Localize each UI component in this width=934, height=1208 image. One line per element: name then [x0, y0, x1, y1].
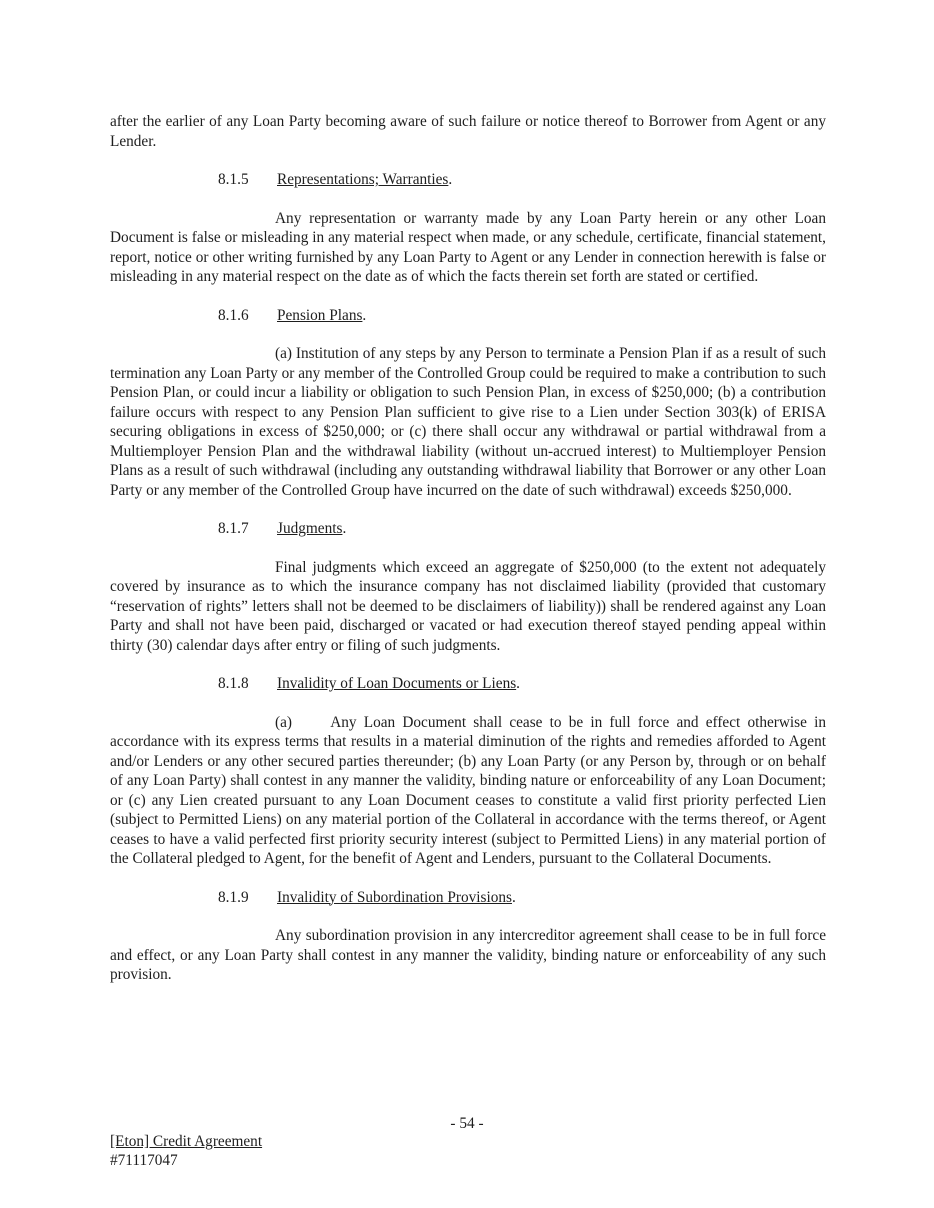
- section-paragraph: (a) Any Loan Document shall cease to be in full force and effect otherwise in accordance with its express terms that results in a material diminution of the rights and remedies afforded to Agent and/or Lenders or any other secured parties thereunder; (b) any Loan Party (or any Person by, through or on behalf of any Loan Party) shall contest in any manner the validity, binding nature or enforceability of any Loan Document; or (c) any Lien created pursuant to any Loan Document ceases to constitute a valid first priority perfected Lien (subject to Permitted Liens) on any material portion of the Collateral in accordance with the terms thereof, or Agent ceases to have a valid perfected first priority security interest (subject to Permitted Liens) in any material portion of the Collateral pledged to Agent, for the benefit of Agent and Lenders, pursuant to the Collateral Documents.: [110, 713, 826, 867]
- section-title-period: .: [511, 888, 516, 906]
- footer-doc-title: [Eton] Credit Agreement: [110, 1133, 263, 1150]
- section-paragraph: (a) Institution of any steps by any Person to terminate a Pension Plan if as a result of such termination any Loan Party or any member of the Controlled Group could be required to make a contribution to such Pension Plan, or could incur a liability or obligation to such Pension Plan, in excess of $250,000; (b) a contribution failure occurs with respect to any Pension Plan sufficient to give rise to a Lien under Section 303(k) of ERISA securing obligations in excess of $250,000; or (c) there shall occur any withdrawal or partial withdrawal from a Multiemployer Pension Plan and the withdrawal liability (without un-accrued interest) to Multiemployer Pension Plans as a result of such withdrawal (including any outstanding withdrawal liability that Borrower or any other Loan Party or any member of the Controlled Group have incurred on the date of such withdrawal) exceeds $250,000.: [110, 345, 826, 499]
- section: [110, 170, 826, 287]
- section-paragraph: Any representation or warranty made by any Loan Party herein or any other Loan Document is false or misleading in any material respect when made, or any schedule, certificate, financial statement, report, notice or other writing furnished by any Loan Party to Agent or any Lender in connection herewith is false or misleading in any material respect on the date as of which the facts therein set forth are stated or certified.: [110, 209, 826, 285]
- section: [110, 306, 826, 501]
- section-heading: [218, 519, 826, 539]
- section-heading: [218, 888, 826, 908]
- section-title-period: .: [516, 675, 520, 692]
- section-title: Invalidity of Subordination Provisions: [277, 888, 512, 906]
- section-paragraph: Final judgments which exceed an aggregate of $250,000 (to the extent not adequately covered by insurance as to which the insurance company has not disclaimed liability (provided that customary “reservation of rights” letters shall not be deemed to be disclaimers of liability)) shall be rendered against any Loan Party and shall not have been paid, discharged or vacated or had execution thereof stayed pending appeal within thirty (30) calendar days after entry or filing of such judgments.: [110, 558, 826, 654]
- section-heading: [218, 674, 826, 694]
- section: [110, 519, 826, 655]
- section: [110, 888, 826, 985]
- continuation-paragraph: after the earlier of any Loan Party becoming aware of such failure or notice thereof to Borrower from Agent or any Lender.: [110, 113, 826, 150]
- section-title: Representations; Warranties: [277, 171, 449, 188]
- section-heading: [218, 170, 826, 190]
- page-content: [110, 112, 826, 1004]
- section-number: 8.1.5: [218, 171, 249, 188]
- section-heading: [218, 306, 826, 326]
- page-number: - 54 -: [450, 1115, 484, 1132]
- section-title: Invalidity of Loan Documents or Liens: [277, 675, 517, 692]
- section-title: Pension Plans: [277, 306, 363, 324]
- section-title: Judgments: [277, 520, 343, 537]
- section: [110, 674, 826, 869]
- section-number: 8.1.8: [218, 675, 249, 692]
- section-paragraph: Any subordination provision in any intercreditor agreement shall cease to be in full force and effect, or any Loan Party shall contest in any manner the validity, binding nature or enforceability of any such provision.: [110, 927, 826, 983]
- section-title-period: .: [362, 306, 367, 324]
- section-number: 8.1.9: [218, 888, 249, 906]
- section-title-period: .: [342, 520, 347, 537]
- section-title-period: .: [448, 171, 453, 188]
- section-number: 8.1.7: [218, 520, 249, 537]
- page-footer: [110, 1133, 262, 1170]
- footer-doc-number: #71117047: [110, 1151, 178, 1169]
- section-number: 8.1.6: [218, 306, 249, 324]
